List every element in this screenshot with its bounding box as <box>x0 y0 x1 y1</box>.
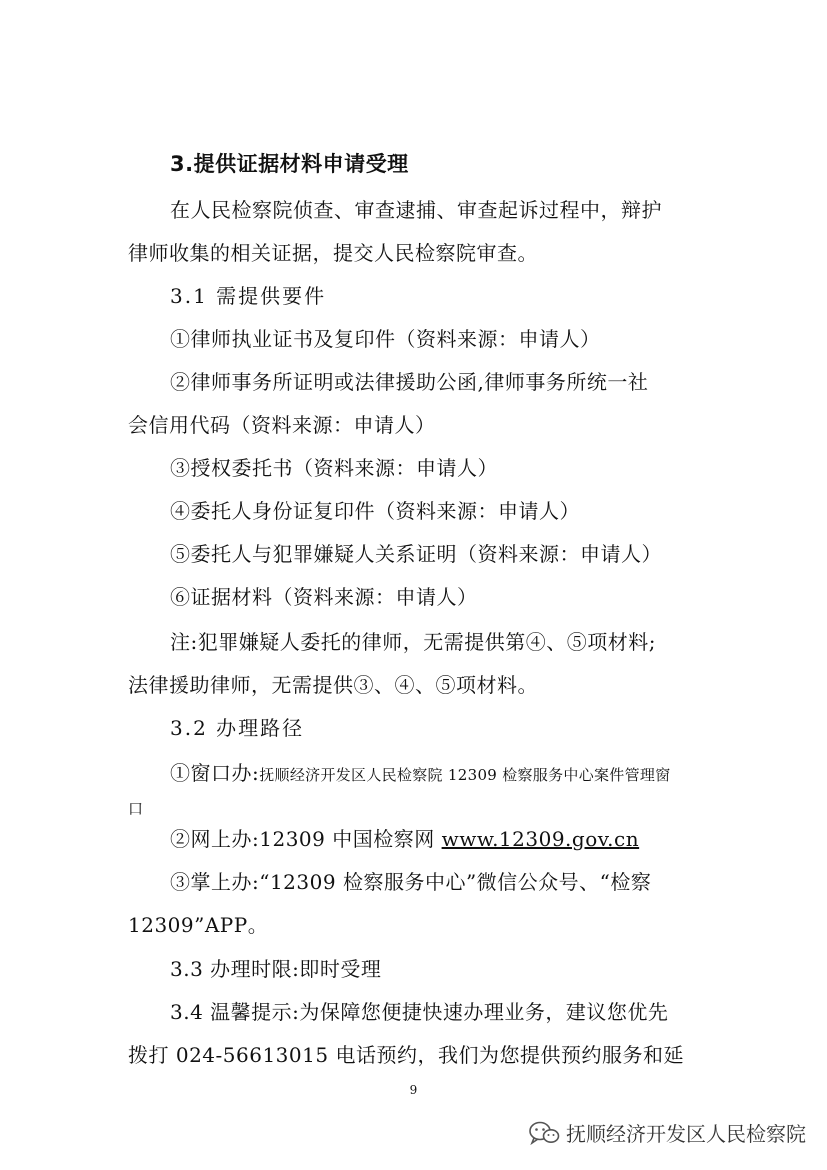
requirement-item-6: ⑥证据材料（资料来源：申请人） <box>170 585 478 609</box>
note-line-2: 法律援助律师，无需提供③、④、⑤项材料。 <box>128 673 538 697</box>
note-line-1: 注:犯罪嫌疑人委托的律师，无需提供第④、⑤项材料; <box>170 630 656 654</box>
window-channel-text: 抚顺经济开发区人民检察院 12309 检察服务中心案件管理窗 <box>259 766 671 784</box>
online-channel-link[interactable]: www.12309.gov.cn <box>441 827 640 851</box>
requirement-item-4: ④委托人身份证复印件（资料来源：申请人） <box>170 499 580 523</box>
window-channel-line <box>170 759 671 789</box>
intro-line-1: 在人民检察院侦查、审查逮捕、审查起诉过程中，辩护 <box>170 198 662 222</box>
window-channel-label: ①窗口办: <box>170 761 260 785</box>
watermark-text: 抚顺经济开发区人民检察院 <box>566 1122 806 1146</box>
requirement-item-1: ①律师执业证书及复印件（资料来源：申请人） <box>170 327 601 351</box>
mobile-channel-line-2: 12309”APP。 <box>128 913 269 937</box>
watermark <box>528 1118 806 1147</box>
wechat-icon <box>528 1120 560 1146</box>
online-channel-text: 12309 中国检察网 <box>259 827 442 851</box>
section-3-1-title: 3.1 需提供要件 <box>170 284 327 308</box>
section-3-2-title: 3.2 办理路径 <box>170 716 305 740</box>
window-channel-cont: 口 <box>128 800 144 818</box>
requirement-item-3: ③授权委托书（资料来源：申请人） <box>170 456 498 480</box>
requirement-item-2-cont: 会信用代码（资料来源：申请人） <box>128 413 436 437</box>
mobile-channel-line-1: ③掌上办:“12309 检察服务中心”微信公众号、“检察 <box>170 870 652 894</box>
requirement-item-5: ⑤委托人与犯罪嫌疑人关系证明（资料来源：申请人） <box>170 542 662 566</box>
section-3-4-line-2: 拨打 024-56613015 电话预约，我们为您提供预约服务和延 <box>128 1043 684 1067</box>
requirement-item-2: ②律师事务所证明或法律援助公函,律师事务所统一社 <box>170 370 649 394</box>
online-channel-line <box>170 825 639 853</box>
online-channel-label: ②网上办: <box>170 827 260 851</box>
page-number: 9 <box>409 1083 418 1097</box>
section-3-4-line-1: 3.4 温馨提示:为保障您便捷快速办理业务，建议您优先 <box>170 1000 669 1024</box>
section-3-3-line: 3.3 办理时限:即时受理 <box>170 957 382 981</box>
section-heading: 3.提供证据材料申请受理 <box>170 152 409 176</box>
intro-line-2: 律师收集的相关证据，提交人民检察院审查。 <box>128 241 538 265</box>
